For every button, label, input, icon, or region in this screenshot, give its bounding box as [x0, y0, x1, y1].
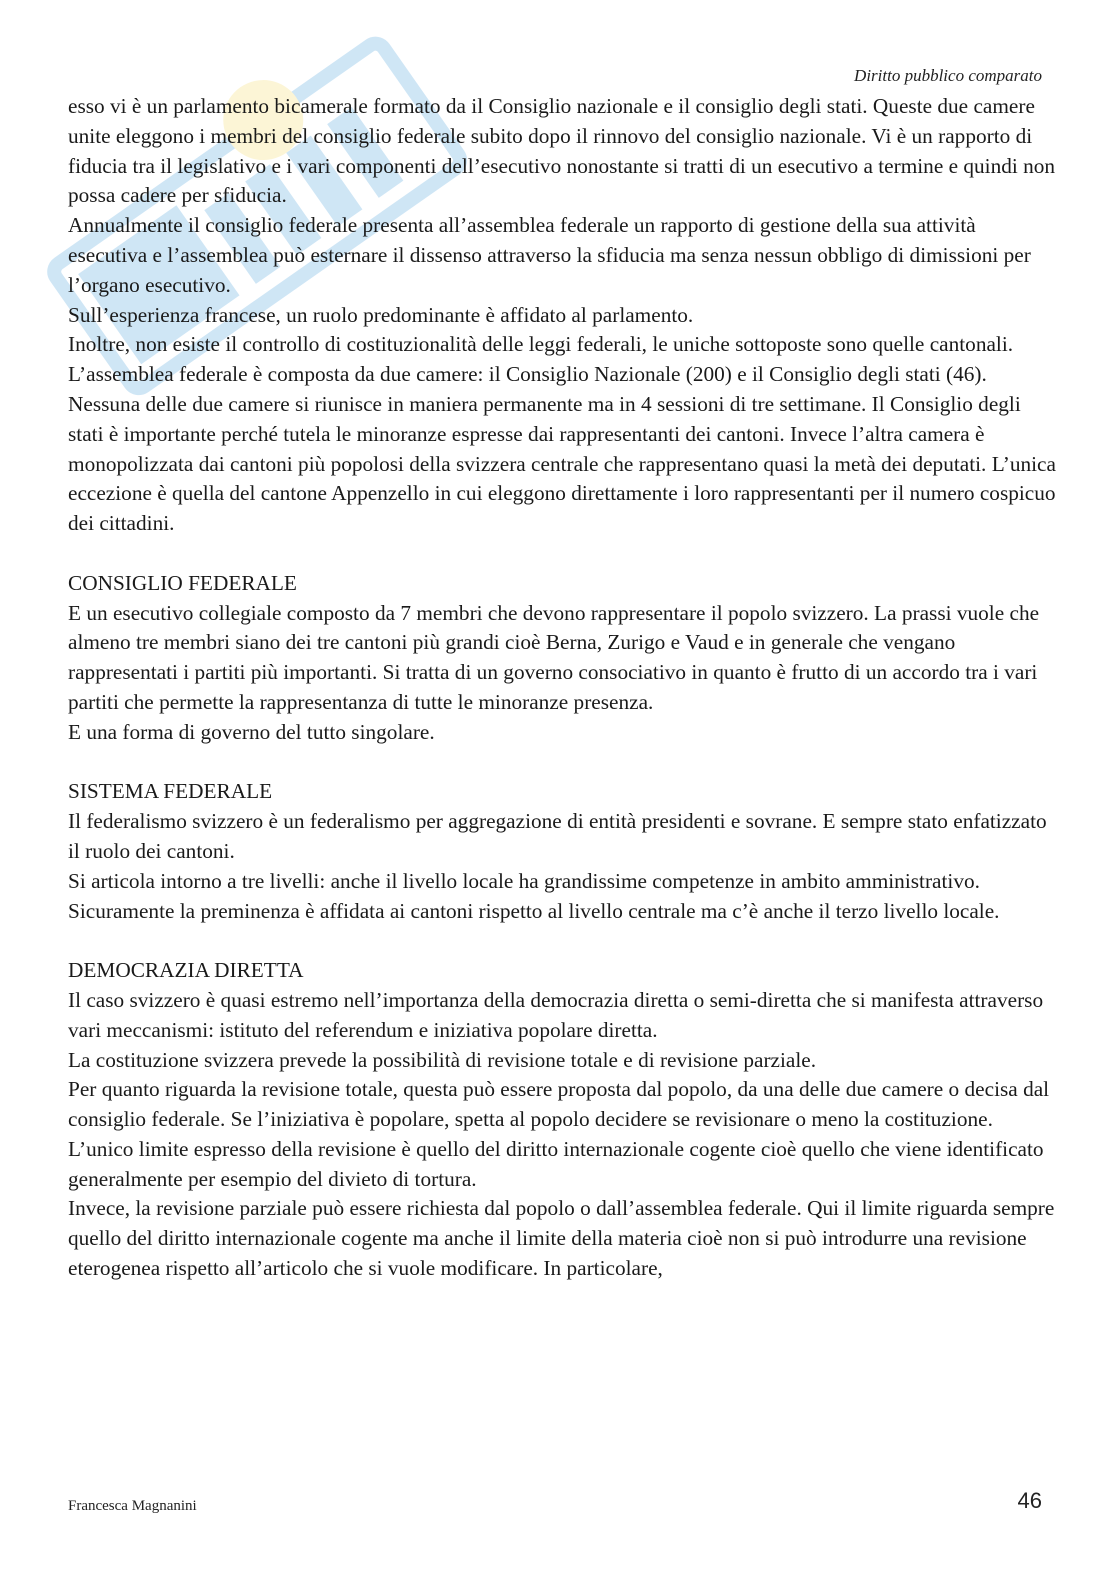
body-paragraph: Invece, la revisione parziale può essere richiesta dal popolo o dall’assemblea federale. Qui il limite riguarda sempre quello del diritto internazionale cogente ma anche il limite della materia cioè non si può introdurre una revisione eterogenea rispetto all’articolo che si vuole modificare. In particolare,	[68, 1196, 1055, 1281]
section-heading-sistema-federale: SISTEMA FEDERALE	[68, 779, 273, 804]
page-number: 46	[1017, 1488, 1042, 1513]
document-body	[68, 92, 1058, 1284]
body-paragraph: esso vi è un parlamento bicamerale formato da il Consiglio nazionale e il consiglio degli stati. Queste due camere unite eleggono i membri del consiglio federale subito dopo il rinnovo del consiglio nazionale. Vi è un rapporto di fiducia tra il legislativo e i vari componenti dell’esecutivo nonostante si tratti di un esecutivo a termine e quindi non possa cadere per sfiducia.	[68, 94, 1056, 208]
body-paragraph: E una forma di governo del tutto singolare.	[68, 719, 435, 744]
running-header-title: Diritto pubblico comparato	[854, 66, 1042, 85]
section-heading-democrazia-diretta: DEMOCRAZIA DIRETTA	[68, 958, 304, 983]
body-paragraph: Annualmente il consiglio federale presenta all’assemblea federale un rapporto di gestione della sua attività esecutiva e l’assemblea può esternare il dissenso attraverso la sfiducia ma senza nessun obbligo di dimissioni per l’organo esecutivo.	[68, 213, 1031, 297]
body-paragraph: L’assemblea federale è composta da due camere: il Consiglio Nazionale (200) e il Consiglio degli stati (46). Nessuna delle due camere si riunisce in maniera permanente ma in 4 sessioni di tre settimane. Il Consiglio degli stati è importante perché tutela le minoranze espresse dai rappresentanti dei cantoni. Invece l’altra camera è monopolizzata dai cantoni più popolosi della svizzera centrale che rappresentano quasi la metà dei deputati. L’unica eccezione è quella del cantone Appenzello in cui eleggono direttamente i loro rappresentanti per il numero cospicuo dei cittadini.	[68, 362, 1056, 536]
body-paragraph: Il caso svizzero è quasi estremo nell’importanza della democrazia diretta o semi-diretta che si manifesta attraverso vari meccanismi: istituto del referendum e iniziativa popolare diretta.	[68, 987, 1044, 1042]
body-paragraph: Si articola intorno a tre livelli: anche il livello locale ha grandissime competenze in ambito amministrativo. Sicuramente la preminenza è affidata ai cantoni rispetto al livello centrale ma c’è anche il terzo livello locale.	[68, 868, 1000, 923]
body-paragraph: La costituzione svizzera prevede la possibilità di revisione totale e di revisione parziale.	[68, 1047, 817, 1072]
paragraph-spacer	[68, 926, 1058, 956]
body-paragraph: Sull’esperienza francese, un ruolo predominante è affidato al parlamento.	[68, 302, 694, 327]
paragraph-spacer	[68, 539, 1058, 569]
body-paragraph: E un esecutivo collegiale composto da 7 membri che devono rappresentare il popolo svizzero. La prassi vuole che almeno tre membri siano dei tre cantoni più grandi cioè Berna, Zurigo e Vaud e in generale che vengano rappresentati i partiti più importanti. Si tratta di un governo consociativo in quanto è frutto di un accordo tra i vari partiti che permette la rappresentanza di tutte le minoranze presenza.	[68, 600, 1040, 714]
body-paragraph: Inoltre, non esiste il controllo di costituzionalità delle leggi federali, le uniche sottoposte sono quelle cantonali.	[68, 332, 1014, 357]
footer-author: Francesca Magnanini	[68, 1498, 197, 1514]
body-paragraph: Per quanto riguarda la revisione totale, questa può essere proposta dal popolo, da una delle due camere o decisa dal consiglio federale. Se l’iniziativa è popolare, spetta al popolo decidere se revisionare o meno la costituzione. L’unico limite espresso della revisione è quello del diritto internazionale cogente cioè quello che viene identificato generalmente per esempio del divieto di tortura.	[68, 1077, 1050, 1191]
body-paragraph: Il federalismo svizzero è un federalismo per aggregazione di entità presidenti e sovrane. E sempre stato enfatizzato il ruolo dei cantoni.	[68, 809, 1047, 863]
paragraph-spacer	[68, 748, 1058, 778]
section-heading-consiglio-federale: CONSIGLIO FEDERALE	[68, 570, 297, 595]
